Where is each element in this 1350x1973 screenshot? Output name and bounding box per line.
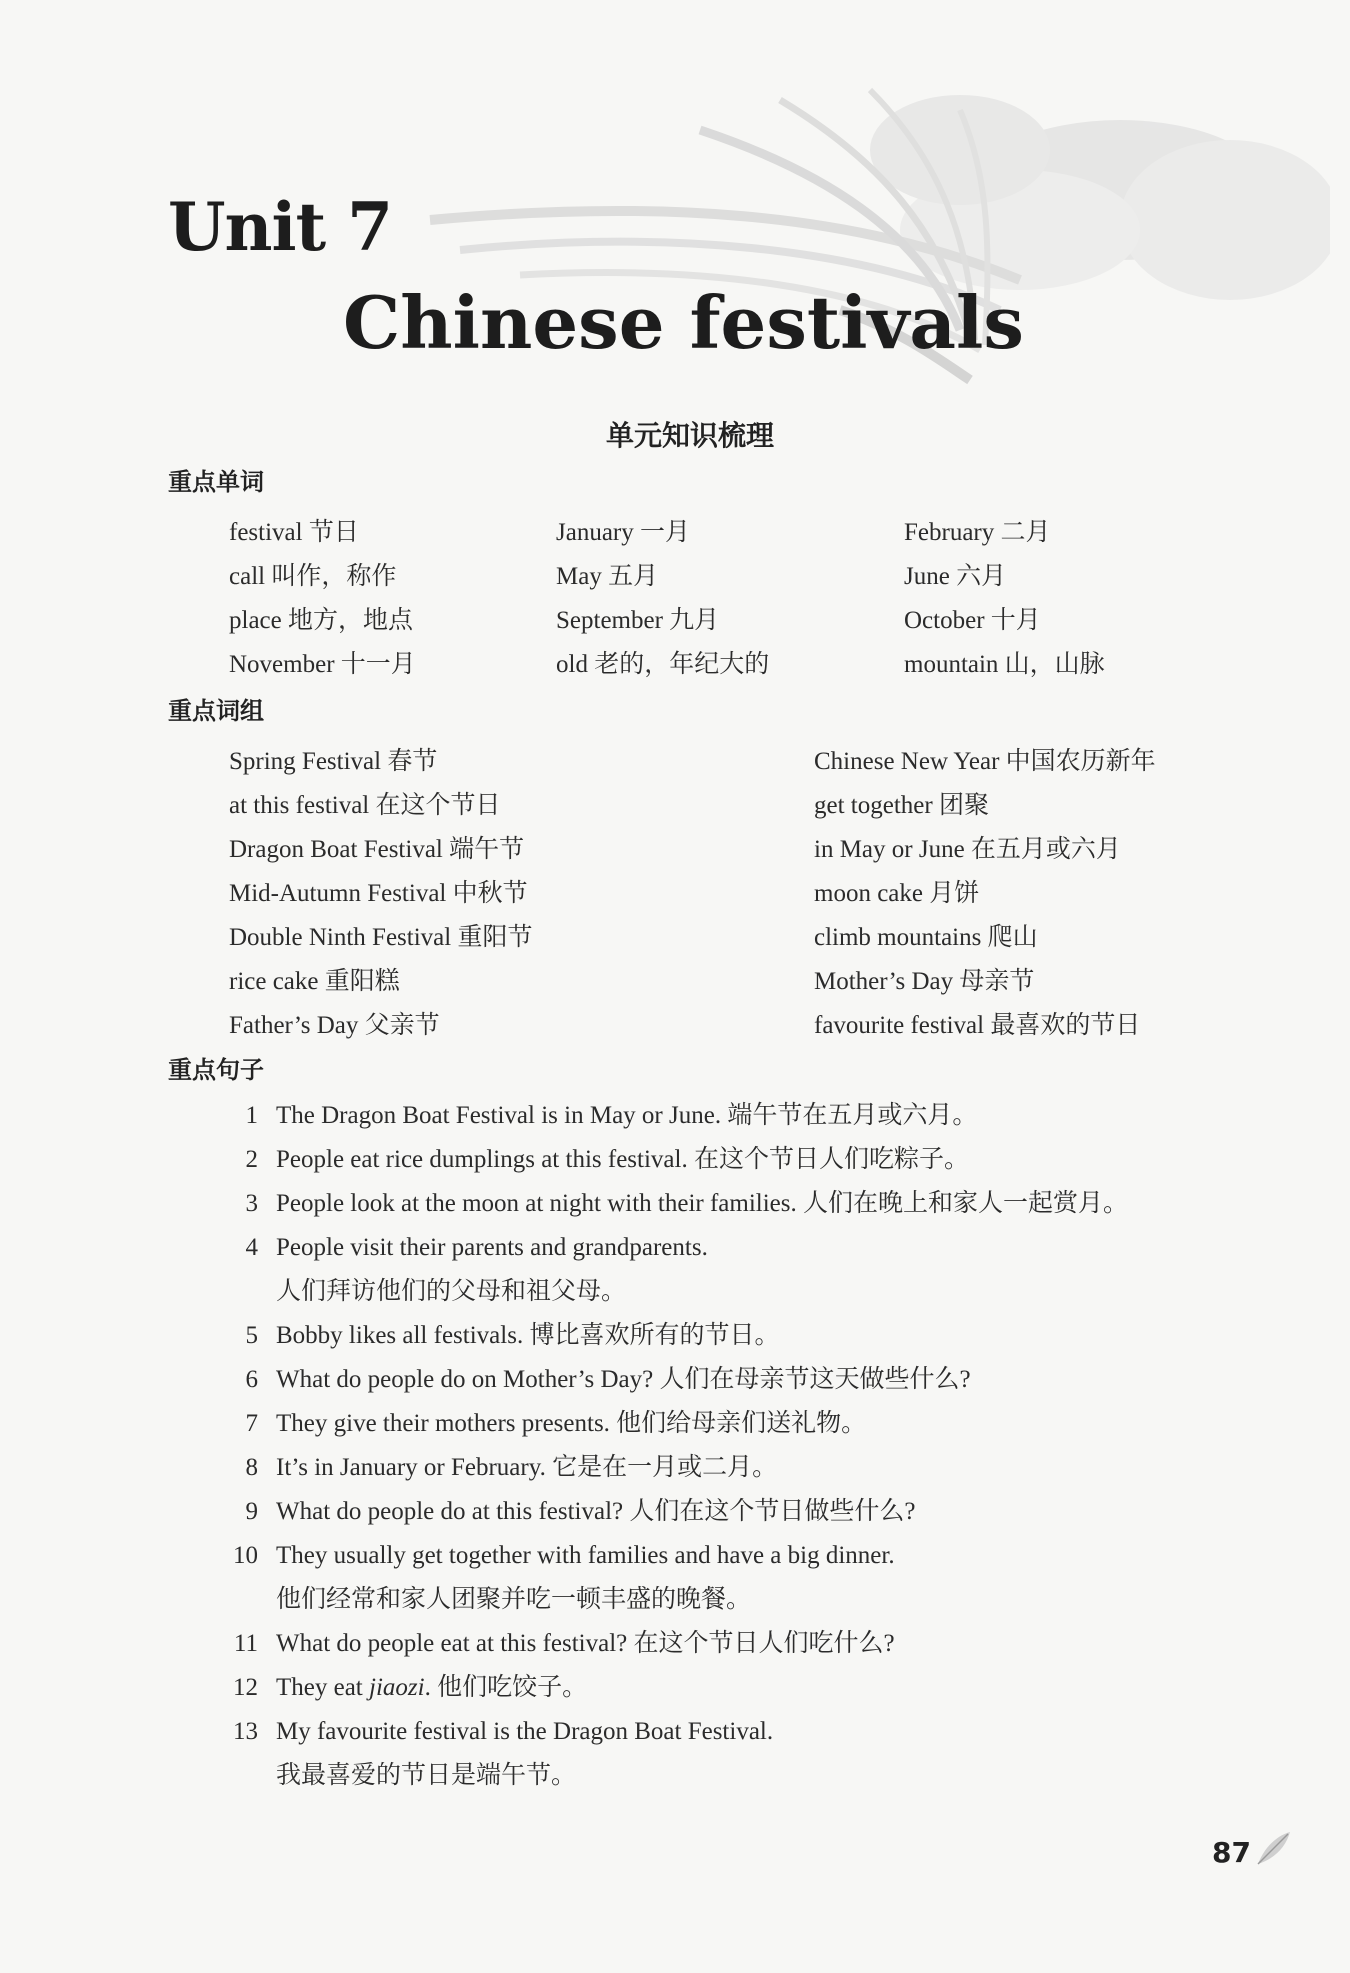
sentence-text: My favourite festival is the Dragon Boat Festival.: [276, 1718, 774, 1745]
phrase-row: [229, 1001, 1279, 1045]
word-item: call 叫作，称作: [229, 563, 397, 590]
sentence-item: [228, 1138, 1248, 1182]
key-phrases-heading: 重点词组: [168, 697, 264, 725]
word-item: June 六月: [904, 563, 1007, 590]
phrase-item: rice cake 重阳糕: [229, 968, 400, 995]
sentence-number: 13: [233, 1718, 258, 1745]
phrase-item: Father’s Day 父亲节: [229, 1012, 440, 1039]
word-row: [229, 596, 1229, 640]
sentence-text: What do people eat at this festival? 在这个节日人们吃什么?: [276, 1630, 895, 1657]
sentence-text: What do people do on Mother’s Day? 人们在母亲节这天做些什么?: [276, 1366, 971, 1393]
phrase-item: Double Ninth Festival 重阳节: [229, 924, 533, 951]
word-item: festival 节日: [229, 519, 359, 546]
phrase-item: get together 团聚: [814, 792, 989, 819]
phrase-item: favourite festival 最喜欢的节日: [814, 1012, 1141, 1039]
phrase-item: Chinese New Year 中国农历新年: [814, 748, 1156, 775]
sentence-number: 2: [245, 1146, 258, 1173]
key-words-grid: [229, 508, 1229, 684]
sentence-number: 5: [245, 1322, 258, 1349]
word-item: mountain 山，山脉: [904, 651, 1105, 678]
word-item: October 十月: [904, 607, 1041, 634]
phrase-item: Dragon Boat Festival 端午节: [229, 836, 525, 863]
word-item: September 九月: [556, 607, 720, 634]
sentence-text: The Dragon Boat Festival is in May or June. 端午节在五月或六月。: [276, 1102, 978, 1129]
sentence-number: 10: [233, 1542, 258, 1569]
sentence-number: 6: [245, 1366, 258, 1393]
leaf-icon: [1254, 1828, 1294, 1868]
key-phrases-grid: [229, 737, 1279, 1045]
word-item: January 一月: [556, 519, 690, 546]
sentence-text: People visit their parents and grandparents.: [276, 1234, 708, 1261]
sentence-item: [228, 1314, 1248, 1358]
sentence-item: [228, 1490, 1248, 1534]
phrase-row: [229, 825, 1279, 869]
sentence-text: It’s in January or February. 它是在一月或二月。: [276, 1454, 778, 1481]
sentence-text: Bobby likes all festivals. 博比喜欢所有的节日。: [276, 1322, 780, 1349]
phrase-item: Spring Festival 春节: [229, 748, 438, 775]
sentence-number: 4: [245, 1234, 258, 1261]
page-number: 87: [1212, 1836, 1251, 1869]
sentence-number: 1: [245, 1102, 258, 1129]
sentence-number: 12: [233, 1674, 258, 1701]
phrase-item: climb mountains 爬山: [814, 924, 1038, 951]
sentence-number: 9: [245, 1498, 258, 1525]
sentence-text: They give their mothers presents. 他们给母亲们送礼物。: [276, 1410, 867, 1437]
sentence-text: They usually get together with families and have a big dinner.: [276, 1542, 895, 1569]
phrase-row: [229, 781, 1279, 825]
sentence-text: People look at the moon at night with their families. 人们在晚上和家人一起赏月。: [276, 1190, 1128, 1217]
sentence-translation: 人们拜访他们的父母和祖父母。: [276, 1278, 627, 1305]
summary-title: 单元知识梳理: [605, 419, 774, 452]
sentence-number: 8: [245, 1454, 258, 1481]
phrase-item: at this festival 在这个节日: [229, 792, 501, 819]
sentence-item: [228, 1446, 1248, 1490]
word-row: [229, 640, 1229, 684]
phrase-row: [229, 737, 1279, 781]
sentence-translation: 他们经常和家人团聚并吃一顿丰盛的晚餐。: [276, 1586, 752, 1613]
word-item: May 五月: [556, 563, 659, 590]
key-words-heading: 重点单词: [168, 468, 264, 496]
sentence-text: They eat jiaozi. 他们吃饺子。: [276, 1674, 588, 1701]
sentence-item: [228, 1622, 1248, 1666]
word-item: November 十一月: [229, 651, 416, 678]
phrase-item: in May or June 在五月或六月: [814, 836, 1121, 863]
sentence-item: [228, 1358, 1248, 1402]
sentence-item: [228, 1666, 1248, 1710]
sentence-item: [228, 1182, 1248, 1226]
word-item: old 老的，年纪大的: [556, 651, 770, 678]
sentence-number: 3: [245, 1190, 258, 1217]
word-row: [229, 508, 1229, 552]
sentence-item: [228, 1402, 1248, 1446]
sentence-text: People eat rice dumplings at this festival. 在这个节日人们吃粽子。: [276, 1146, 969, 1173]
phrase-item: Mid-Autumn Festival 中秋节: [229, 880, 528, 907]
phrase-row: [229, 957, 1279, 1001]
phrase-row: [229, 913, 1279, 957]
sentence-translation: 我最喜爱的节日是端午节。: [276, 1762, 577, 1789]
sentence-item: [228, 1710, 1248, 1798]
sentence-item: [228, 1226, 1248, 1314]
word-item: February 二月: [904, 519, 1051, 546]
sentence-item: [228, 1534, 1248, 1622]
key-sentences-list: [228, 1094, 1248, 1798]
unit-title: Chinese festivals: [343, 280, 1024, 365]
unit-label: Unit 7: [168, 188, 393, 266]
phrase-item: Mother’s Day 母亲节: [814, 968, 1035, 995]
key-sentences-heading: 重点句子: [168, 1056, 264, 1084]
word-row: [229, 552, 1229, 596]
word-item: place 地方，地点: [229, 607, 413, 634]
sentence-item: [228, 1094, 1248, 1138]
sentence-text: What do people do at this festival? 人们在这个节日做些什么?: [276, 1498, 916, 1525]
sentence-number: 11: [233, 1630, 258, 1657]
phrase-item: moon cake 月饼: [814, 880, 980, 907]
phrase-row: [229, 869, 1279, 913]
sentence-number: 7: [245, 1410, 258, 1437]
